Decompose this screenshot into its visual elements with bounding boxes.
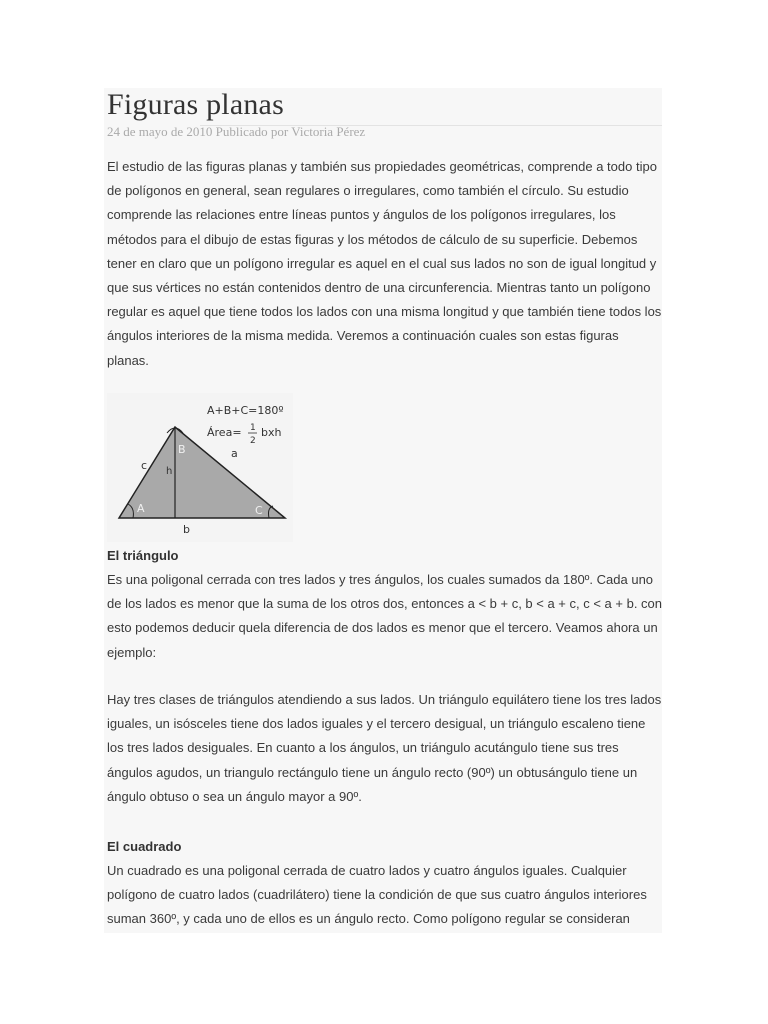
side-c-label: c [141,459,148,472]
triangle-diagram [107,393,293,542]
formula-area-label: Área= [207,426,242,439]
triangle-paragraph-1: Es una poligonal cerrada con tres lados y tres ángulos, los cuales sumados da 180º. Cada uno de los lados es menor que la suma de los otros dos, entonces a < b + c, b < a + c, c < a + b. con esto podemos deducir quela diferencia de dos lados es menor que el tercero. Veamos ahora un ejemplo: [107,572,663,660]
article-title: Figuras planas [107,88,284,121]
triangle-heading: El triángulo [107,548,179,563]
height-label: h [166,466,173,477]
triangle-paragraph-2: Hay tres clases de triángulos atendiendo a sus lados. Un triángulo equilátero tiene los tres lados iguales, un isósceles tiene dos lados iguales y el tercero desigual, un triángulo escaleno tiene los tres lados desiguales. En cuanto a los ángulos, un triángulo acutángulo tiene sus tres ángulos agudos, un triangulo rectángulo tiene un ángulo recto (90º) un obtusángulo tiene un ángulo obtuso o sea un ángulo mayor a 90º. [107,692,662,804]
formula-sum: A+B+C=180º [207,404,284,417]
triangle-figure [107,393,293,542]
formula-area-suffix: bxh [261,426,282,439]
formula-area-denominator: 2 [250,436,256,446]
angle-B-label: B [178,443,186,456]
article-meta: 24 de mayo de 2010 Publicado por Victoria Pérez [107,124,366,139]
square-heading: El cuadrado [107,839,182,854]
side-b-label: b [183,523,190,536]
square-paragraph-1: Un cuadrado es una poligonal cerrada de cuatro lados y cuatro ángulos iguales. Cualquier polígono de cuatro lados (cuadrilátero) tiene la condición de que sus cuatro ángulos interiores suman 360º, y cada uno de ellos es un ángulo recto. Como polígono regular se consideran [107,863,647,927]
formula-area-numerator: 1 [250,423,256,433]
intro-paragraph: El estudio de las figuras planas y también sus propiedades geométricas, comprende a todo tipo de polígonos en general, sean regulares o irregulares, como también el círculo. Su estudio comprende las relaciones entre líneas puntos y ángulos de los polígonos irregulares, los métodos para el dibujo de estas figuras y los métodos de cálculo de su superficie. Debemos tener en claro que un polígono irregular es aquel en el cual sus lados no son de igual longitud y que sus vértices no están contenidos dentro de una circunferencia. Mientras tanto un polígono regular es aquel que tiene todos los lados con una misma longitud y que también tiene todos los ángulos interiores de la misma medida. Veremos a continuación cuales son estas figuras planas. [107,159,662,368]
angle-A-label: A [137,502,145,515]
angle-C-label: C [255,504,263,517]
side-a-label: a [231,447,238,460]
